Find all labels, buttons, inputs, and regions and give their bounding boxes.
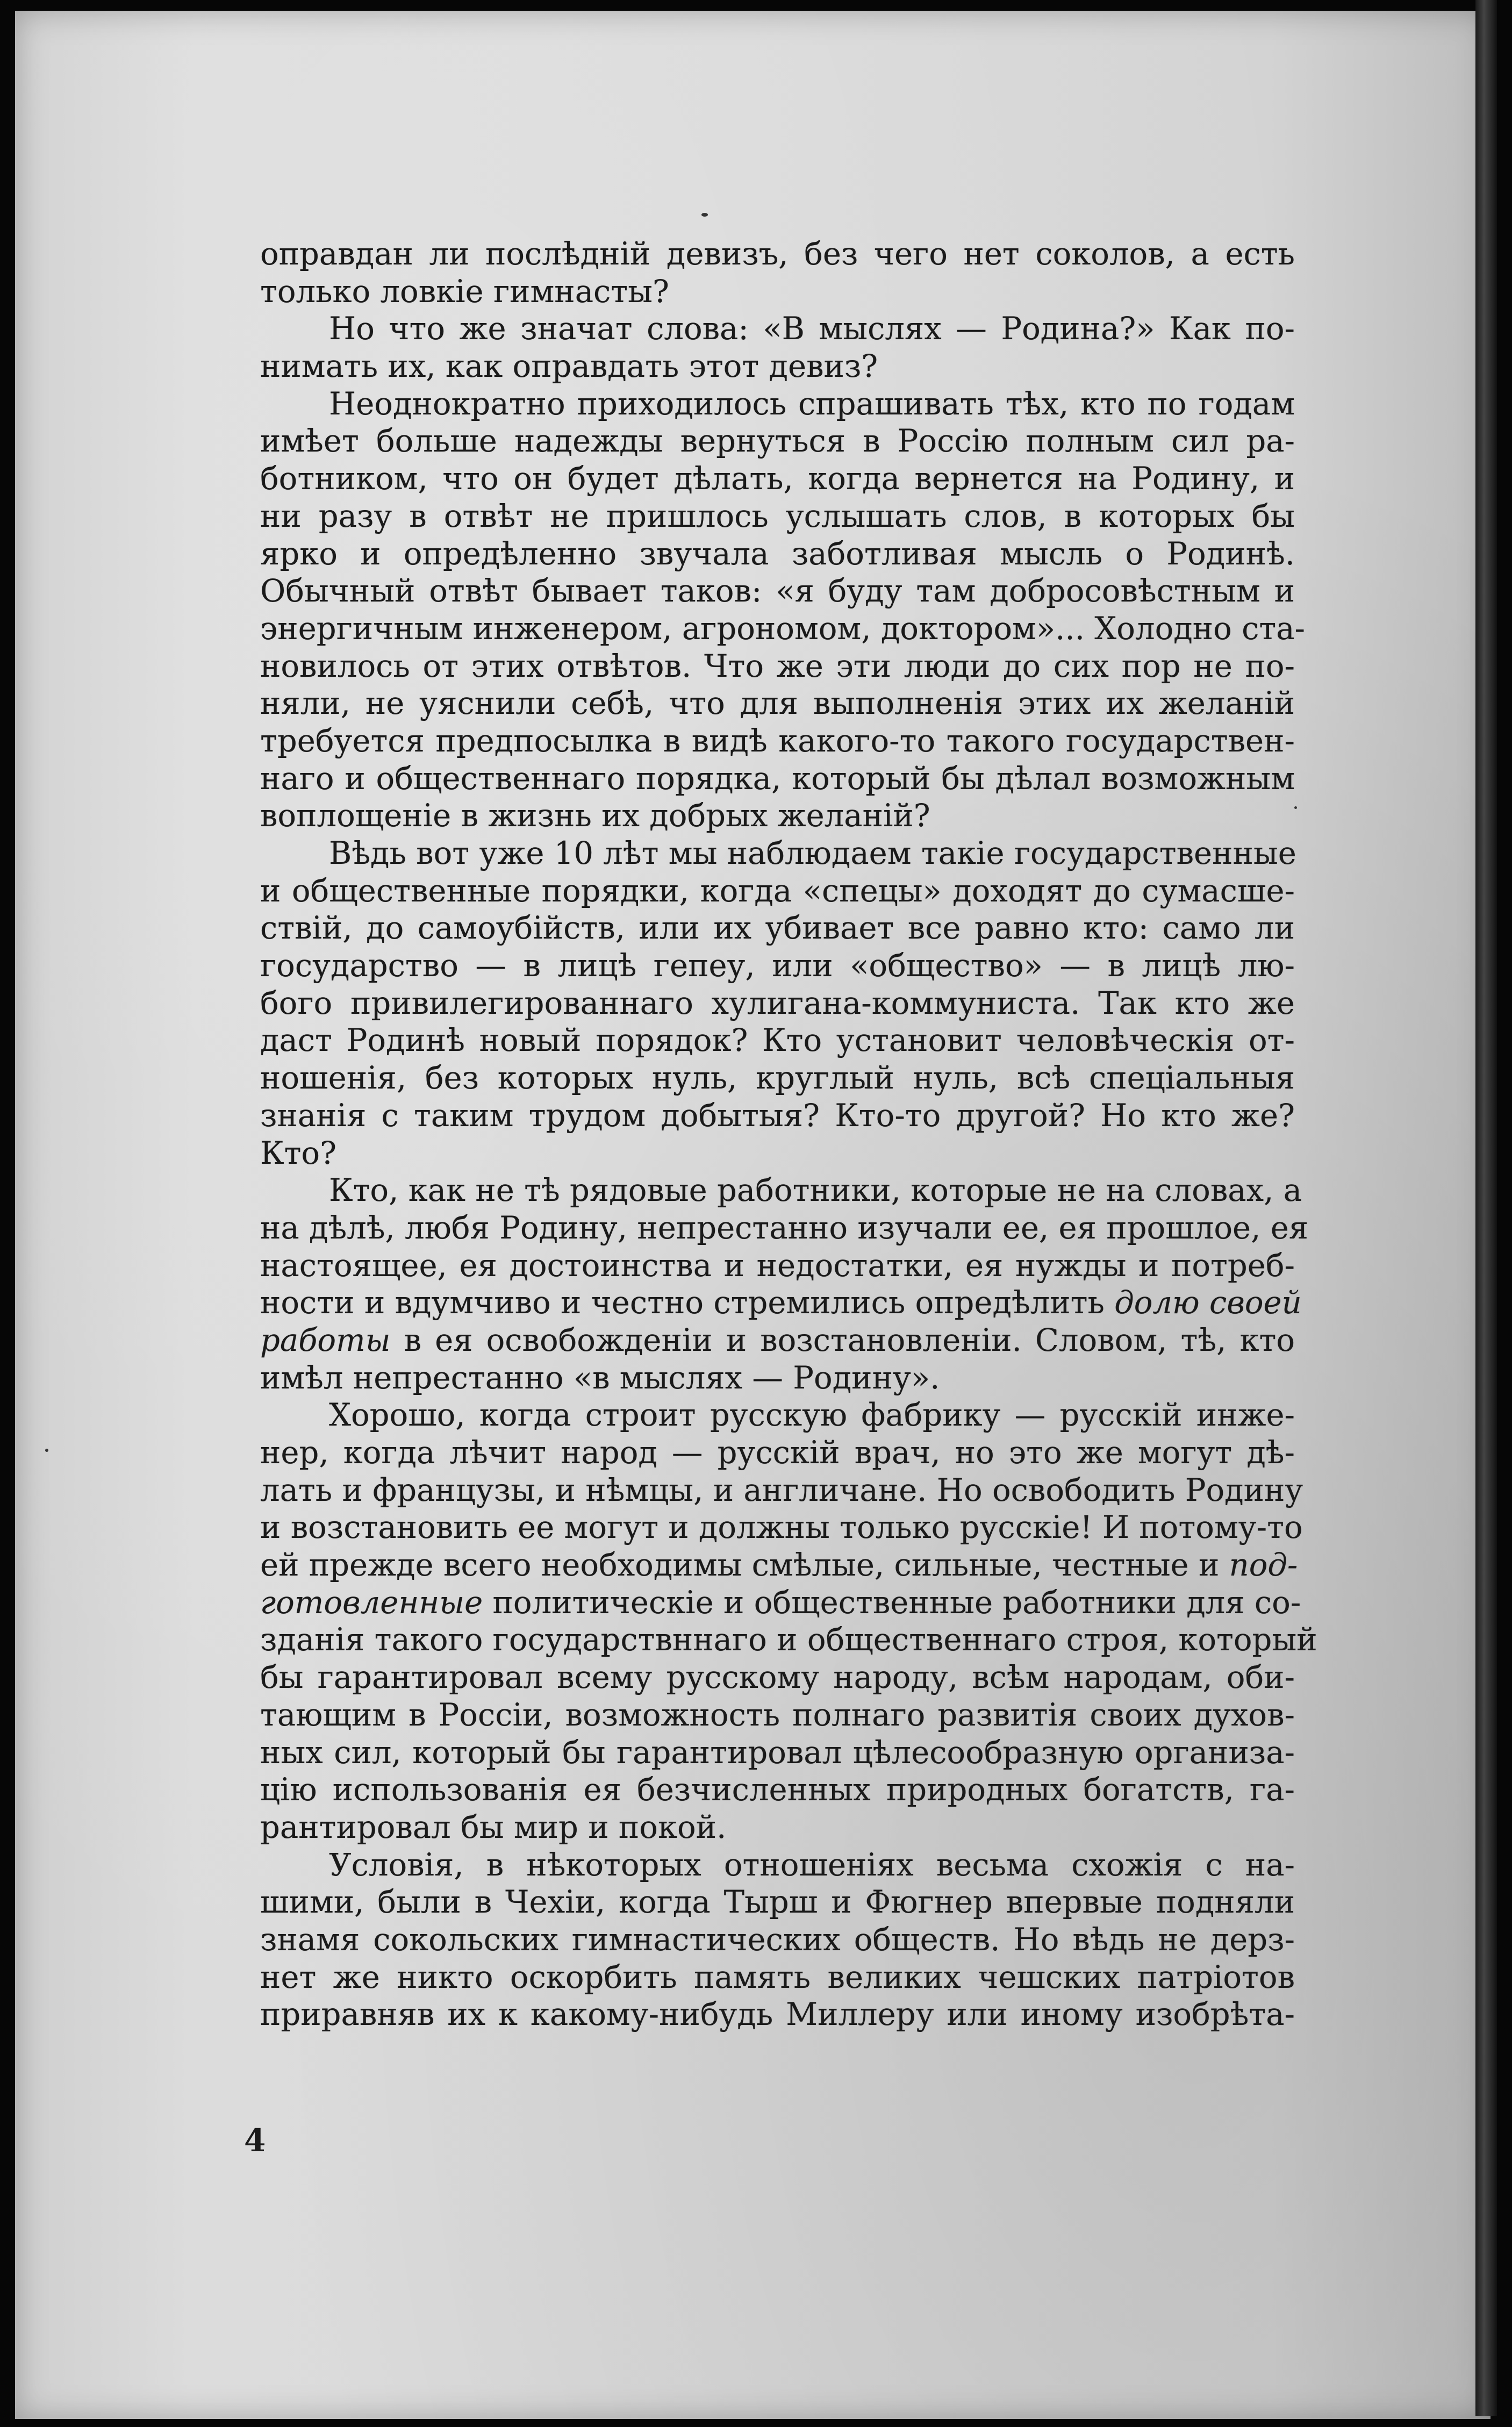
text-line: имѣл непрестанно «в мыслях — Родину».	[260, 1359, 940, 1396]
text-line: Обычный отвѣт бывает таков: «я буду там добросовѣстным и	[260, 573, 1295, 610]
italic-text: долю своей	[1114, 1285, 1302, 1321]
body-text	[260, 235, 1317, 2034]
text-line: няли, не уяснили себѣ, что для выполненія этих их желаній	[260, 685, 1295, 722]
page-edge-shadow	[1475, 0, 1497, 2416]
text-line	[260, 1322, 1295, 1359]
paragraph	[260, 1397, 1317, 1846]
text-line: ни разу в отвѣт не пришлось услышать слов, в которых бы	[260, 498, 1295, 534]
text-line: Условія, в нѣкоторых отношеніях весьма схожія с на-	[329, 1846, 1295, 1883]
paragraph	[260, 1846, 1295, 2034]
text-line	[260, 1547, 1298, 1584]
text-line: шими, были в Чехіи, когда Тырш и Фюгнер впервые подняли	[260, 1884, 1295, 1921]
paragraph	[260, 835, 1295, 1172]
dust-speck	[701, 213, 708, 217]
text-line: ярко и опредѣленно звучала заботливая мысль о Родинѣ.	[260, 535, 1295, 572]
text-line: и возстановить ее могут и должны только русскіе! И потому-то	[260, 1509, 1303, 1546]
paragraph	[260, 1172, 1309, 1397]
text-run: ей прежде всего необходимы смѣлые, сильные, честные и	[260, 1547, 1229, 1584]
paragraph	[260, 310, 1295, 385]
text-line: новилось от этих отвѣтов. Что же эти люди до сих пор не по-	[260, 648, 1295, 684]
text-line: тающим в Россіи, возможность полнаго развитія своих духов-	[260, 1696, 1295, 1733]
text-line: на дѣлѣ, любя Родину, непрестанно изучали ее, ея прошлое, ея	[260, 1209, 1309, 1246]
dust-speck	[45, 1449, 48, 1452]
text-line: только ловкіе гимнасты?	[260, 273, 669, 310]
text-run: политическіе и общественные работники для со-	[483, 1584, 1301, 1621]
italic-text: работы	[260, 1322, 391, 1358]
text-line: Но что же значат слова: «В мыслях — Родина?» Как по-	[329, 311, 1295, 347]
text-line: приравняв их к какому-нибудь Миллеру или иному изобрѣта-	[260, 1996, 1295, 2033]
text-line: Хорошо, когда строит русскую фабрику — русскій инже-	[329, 1397, 1295, 1434]
text-run: в ея освобожденіи и возстановленіи. Словом, тѣ, кто	[390, 1322, 1295, 1358]
text-line: Неоднократно приходилось спрашивать тѣх, кто по годам	[329, 385, 1295, 422]
italic-text: готовленные	[260, 1584, 483, 1621]
text-line: бы гарантировал всему русскому народу, всѣм народам, оби-	[260, 1659, 1295, 1696]
italic-text: под-	[1229, 1547, 1298, 1584]
text-line: Кто, как не тѣ рядовые работники, которые не на словах, а	[329, 1172, 1302, 1209]
text-line: цію использованія ея безчисленных природных богатств, га-	[260, 1772, 1295, 1808]
paragraph	[260, 385, 1305, 835]
text-line: нет же никто оскорбить память великих чешских патріотов	[260, 1959, 1295, 1995]
text-line: Вѣдь вот уже 10 лѣт мы наблюдаем такіе государственные	[329, 835, 1296, 871]
text-line	[260, 1584, 1301, 1622]
text-line: рантировал бы мир и покой.	[260, 1809, 727, 1845]
paragraph	[260, 235, 1295, 310]
text-line: даст Родинѣ новый порядок? Кто установит человѣческія от-	[260, 1022, 1295, 1059]
text-line: оправдан ли послѣдній девизъ, без чего нет соколов, а есть	[260, 236, 1295, 272]
text-line: зданія такого государствннаго и общественнаго строя, который	[260, 1622, 1317, 1658]
text-run: ности и вдумчиво и честно стремились опредѣлить	[260, 1285, 1115, 1321]
text-line: ствій, до самоубійств, или их убивает все равно кто: само ли	[260, 910, 1295, 947]
page-number: 4	[244, 2122, 266, 2159]
text-line: ных сил, который бы гарантировал цѣлесообразную организа-	[260, 1734, 1295, 1771]
text-line: нер, когда лѣчит народ — русскій врач, но это же могут дѣ-	[260, 1435, 1295, 1471]
text-line: энергичным инженером, агрономом, доктором»... Холодно ста-	[260, 610, 1305, 647]
text-line: настоящее, ея достоинства и недостатки, ея нужды и потреб-	[260, 1247, 1295, 1284]
text-line: ношенія, без которых нуль, круглый нуль, всѣ спеціальныя	[260, 1060, 1295, 1097]
text-line: и общественные порядки, когда «спецы» доходят до сумасше-	[260, 872, 1295, 909]
text-line: лать и французы, и нѣмцы, и англичане. Но освободить Родину	[260, 1472, 1303, 1508]
text-line: нимать их, как оправдать этот девиз?	[260, 348, 878, 385]
text-line: воплощеніе в жизнь их добрых желаній?	[260, 798, 930, 834]
text-line: имѣет больше надежды вернуться в Россію полным сил ра-	[260, 423, 1295, 460]
text-line: бого привилегированнаго хулигана-коммуниста. Так кто же	[260, 985, 1295, 1021]
text-line: государство — в лицѣ гепеу, или «общество» — в лицѣ лю-	[260, 948, 1295, 984]
text-line	[260, 1284, 1302, 1322]
text-line: Кто?	[260, 1135, 336, 1171]
text-line: наго и общественнаго порядка, который бы дѣлал возможным	[260, 760, 1295, 797]
text-line: знамя сокольских гимнастических обществ. Но вѣдь не дерз-	[260, 1921, 1295, 1958]
text-line: требуется предпосылка в видѣ какого-то такого государствен-	[260, 722, 1295, 759]
text-line: знанія с таким трудом добытыя? Кто-то другой? Но кто же?	[260, 1097, 1295, 1134]
text-line: ботником, что он будет дѣлать, когда вернется на Родину, и	[260, 461, 1295, 497]
